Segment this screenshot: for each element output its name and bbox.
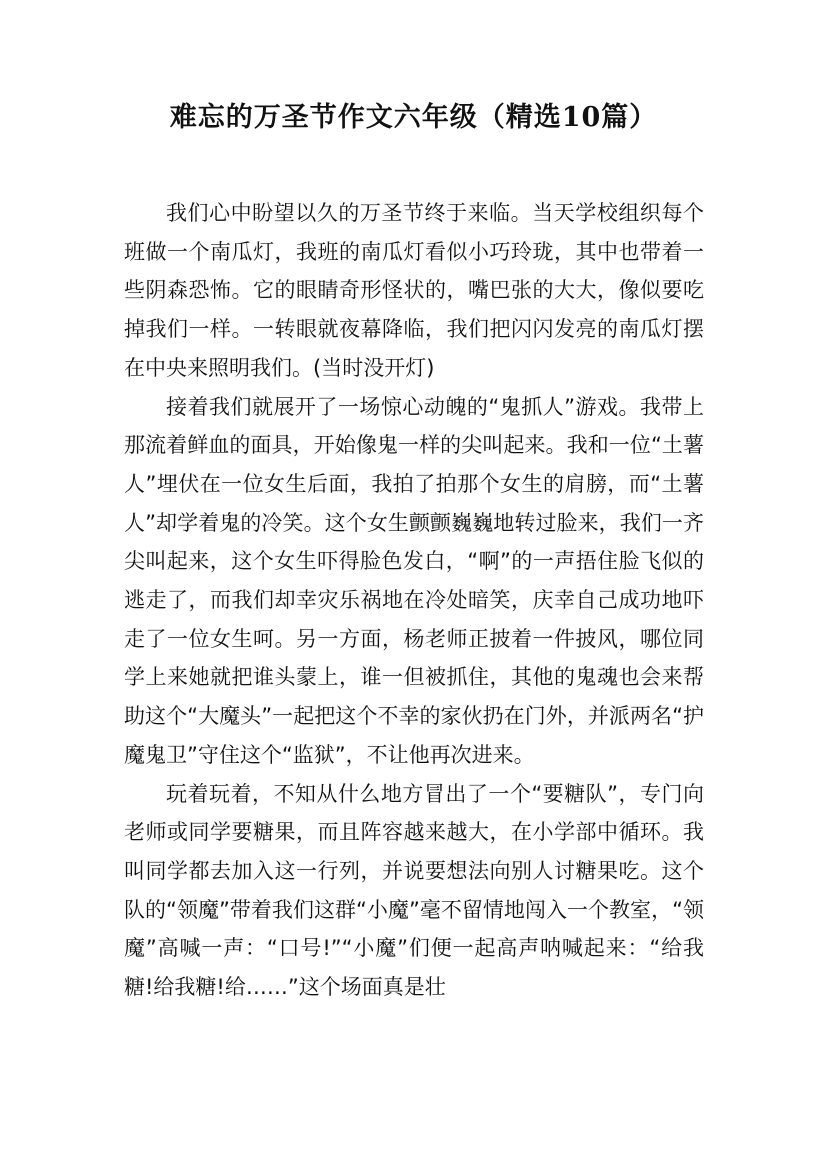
paragraph-1: 我们心中盼望以久的万圣节终于来临。当天学校组织每个班做一个南瓜灯，我班的南瓜灯看似小巧玲珑，其中也带着一些阴森恐怖。它的眼睛奇形怪状的，嘴巴张的大大，像似要吃掉我们一样。一转眼就夜幕降临，我们把闪闪发亮的南瓜灯摆在中央来照明我们。(当时没开灯) [124, 201, 704, 380]
document-title: 难忘的万圣节作文六年级（精选10篇） [169, 102, 658, 133]
paragraph-3: 玩着玩着，不知从什么地方冒出了一个“要糖队”，专门向老师或同学要糖果，而且阵容越来越大，在小学部中循环。我叫同学都去加入这一行列，并说要想法向别人讨糖果吃。这个队的“领魔”带着我们这群“小魔”毫不留情地闯入一个教室，“领魔”高喊一声：“口号!”“小魔”们便一起高声呐喊起来：“给我糖!给我糖!给……”这个场面真是壮 [124, 781, 704, 1000]
document-body [124, 194, 704, 1007]
paragraph-2: 接着我们就展开了一场惊心动魄的“鬼抓人”游戏。我带上那流着鲜血的面具，开始像鬼一样的尖叫起来。我和一位“土薯人”埋伏在一位女生后面，我拍了拍那个女生的肩膀，而“土薯人”却学着鬼的冷笑。这个女生颤颤巍巍地转过脸来，我们一齐尖叫起来，这个女生吓得脸色发白，“啊”的一声捂住脸飞似的逃走了，而我们却幸灾乐祸地在冷处暗笑，庆幸自己成功地吓走了一位女生呵。另一方面，杨老师正披着一件披风，哪位同学上来她就把谁头蒙上，谁一但被抓住，其他的鬼魂也会来帮助这个“大魔头”一起把这个不幸的家伙扔在门外，并派两名“护魔鬼卫”守住这个“监狱”，不让他再次进来。 [124, 394, 704, 767]
